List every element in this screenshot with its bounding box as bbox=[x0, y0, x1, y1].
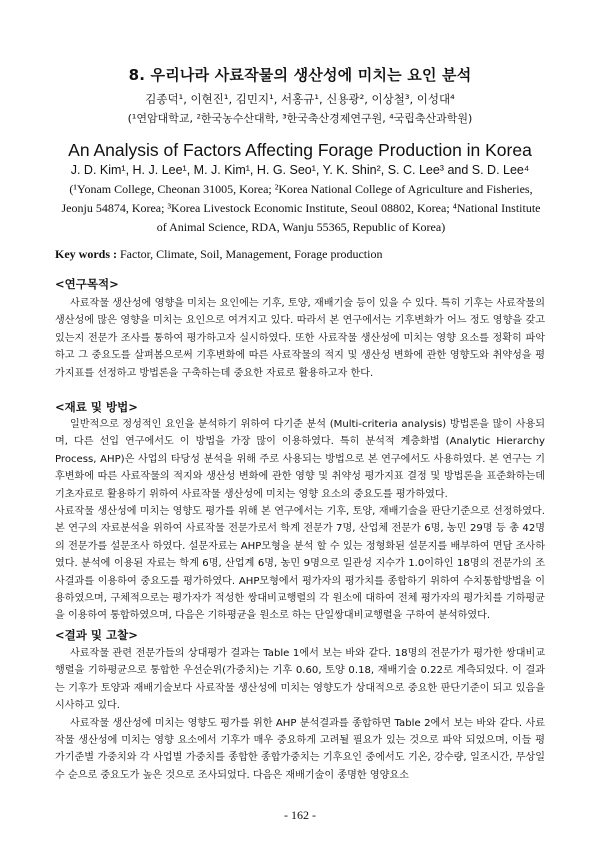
title-korean: 8. 우리나라 사료작물의 생산성에 미치는 요인 분석 bbox=[128, 66, 472, 84]
section-heading-purpose: <연구목적> bbox=[55, 277, 119, 291]
affiliations-korean: (¹연암대학교, ²한국농수산대학, ³한국축산경제연구원, ⁴국립축산과학원) bbox=[127, 112, 473, 125]
paragraph: 사료작물 생산성에 영향을 미치는 요인에는 기후, 토양, 재배기술 등이 있을 수 있다. 특히 기후는 사료작물의 생산성에 많은 영향을 미치는 요인으로 여겨지고 있다. 따라서 본 연구에서는 기후변화가 어느 정도 영향을 갖고 있는지 전문가 조사를 통하여 평가하고자 실시하였다. 또한 사료작물 생산성에 미치는 영향 요소를 정확히 파악하고 그 중요도를 살펴봄으로써 기후변화에 따른 사료작물의 적지 및 생산성 변화에 관한 영향도와 취약성을 평가지표를 선정하고 방법론을 구축하는데 중요한 자료로 활용하고자 한다. bbox=[55, 298, 545, 379]
affiliations-english: (¹Yonam College, Cheonan 31005, Korea; ²Korea National College of Agriculture and Fisheries, Jeonju 54874, Korea; ³Korea Livestock Economic Institute, Seoul 08802, Korea; ⁴National Institute of Animal Science, RDA, Wanju 55365, Republic of Korea) bbox=[61, 182, 541, 234]
paragraph: 사료작물 생산성에 미치는 영향도 평가를 위한 AHP 분석결과를 종합하면 Table 2에서 보는 바와 같다. 사료작물 생산성에 미치는 영향 요소에서 기후가 매우 중요하게 고려될 필요가 있는 것으로 파악 되었으며, 이들 평가기준별 가중치와 각 사업별 가중치를 종합한 종합가중치는 기후요인 중에서도 기온, 강수량, 일조시간, 무상일수 순으로 중요도가 높은 것으로 조사되었다. 다음은 재배기술이 종명한 영양요소 bbox=[55, 717, 545, 781]
section-heading-results: <결과 및 고찰> bbox=[55, 628, 138, 642]
authors-korean: 김종덕¹, 이현진¹, 김민지¹, 서홍규¹, 신용광², 이상철³, 이성대⁴ bbox=[145, 92, 455, 106]
paragraph: 사료작물 생산성에 미치는 영향도 평가를 위해 본 연구에서는 기후, 토양, 재배기술을 판단기준으로 선정하였다. 본 연구의 자료분석을 위하여 사료작물 전문가로서 학계 전문가 7명, 산업체 전문가 6명, 농민 29명 등 총 42명의 전문가를 설문조사 하였다. 설문자료는 AHP모형을 분석 할 수 있는 정형화된 설문지를 배부하여 면담 조사하였다. 분석에 이용된 자료는 학계 6명, 산업계 6명, 농민 9명으로 일관성 지수가 1.0이하인 18명의 전문가의 조사결과를 이용하여 중요도를 평가하였다. AHP모형에서 평가자의 평가치를 종합하기 위하여 수치통합방법을 이용하였으며, 구체적으로는 평가자가 적성한 쌍대비교행렬의 각 원소에 대하여 전체 평가자의 평가치를 기하평균을 이용하여 통합하였으며, 다음은 기하평균을 원소로 하는 단일쌍대비교행렬을 구하여 분석하였다. bbox=[55, 506, 545, 622]
section-body-results bbox=[55, 645, 545, 784]
title-english: An Analysis of Factors Affecting Forage Production in Korea bbox=[68, 140, 532, 160]
page-number: - 162 - bbox=[284, 808, 316, 822]
keywords-label: Key words : bbox=[55, 247, 117, 261]
paragraph: 일반적으로 정성적인 요인을 분석하기 위하여 다기준 분석 (Multi-criteria analysis) 방법론을 많이 사용되며, 다른 선입 연구에서도 이 방법을 가장 많이 이용하였다. 특히 분석적 계층화법 (Analytic Hierarchy Process, AHP)은 사업의 타당성 분석을 위해 주로 사용되는 방법으로 본 연구에서도 사용하였다. 본 연구는 기후변화에 따른 사료작물의 적지와 생산성 변화에 관한 영향 및 취약성 평가지표 결정 및 방법론을 표준화하는데 기초자료로 활용하기 위하여 사료작물 생산성에 미치는 영향 요소의 중요도를 평가하였다. bbox=[55, 419, 545, 500]
keywords-line bbox=[55, 247, 545, 262]
section-heading-methods: <재료 및 방법> bbox=[55, 400, 138, 414]
keywords-text: Factor, Climate, Soil, Management, Forage production bbox=[120, 247, 383, 261]
paragraph: 사료작물 관련 전문가들의 상대평가 결과는 Table 1에서 보는 바와 같다. 18명의 전문가가 평가한 쌍대비교행렬을 기하평균으로 통합한 우선순위(가중치)는 기후 0.60, 토양 0.18, 재배기술 0.22로 계측되었다. 이 결과는 기후가 토양과 재배기술보다 사료작물 생산성에 미치는 영향도가 상대적으로 중요한 판단기준이 되고 있음을 시사하고 있다. bbox=[55, 648, 545, 712]
section-body-methods bbox=[55, 416, 545, 625]
authors-english: J. D. Kim¹, H. J. Lee¹, M. J. Kim¹, H. G. Seo¹, Y. K. Shin², S. C. Lee³ and S. D. Lee⁴ bbox=[70, 163, 530, 177]
section-body-purpose bbox=[55, 295, 545, 382]
